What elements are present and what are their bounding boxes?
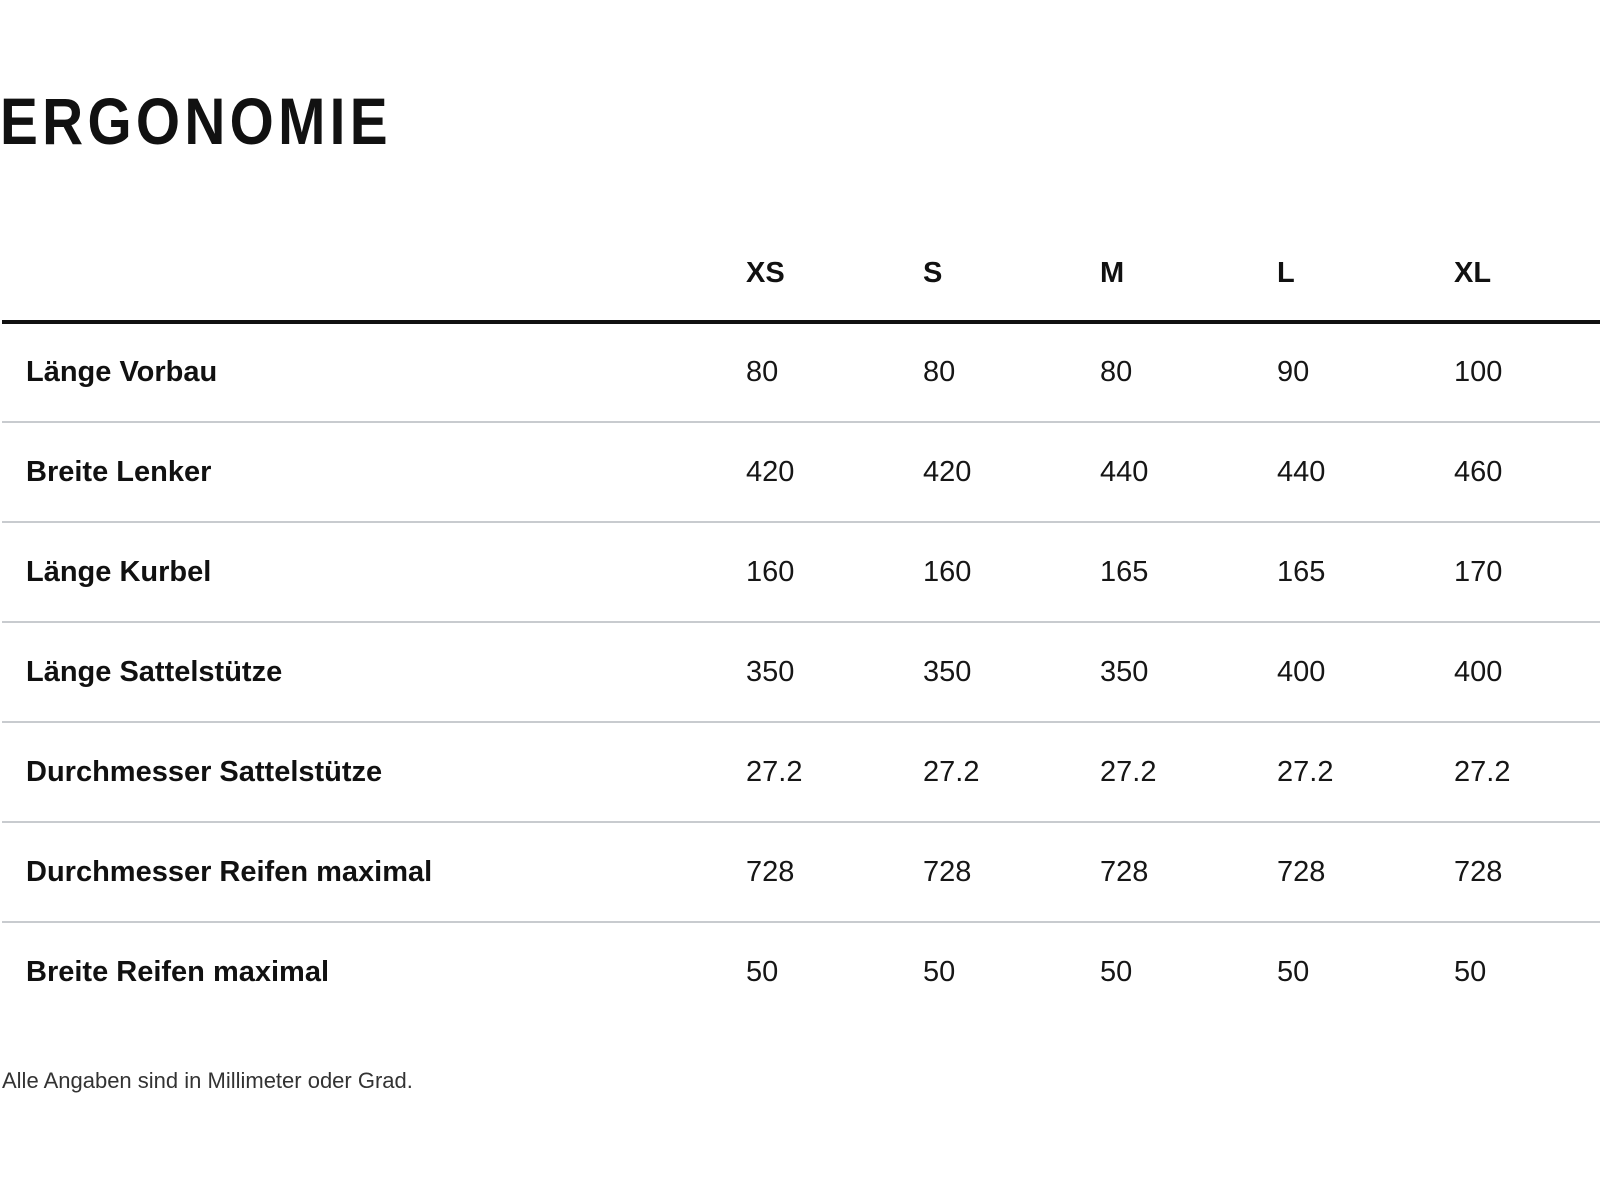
column-header-m: M bbox=[1074, 226, 1251, 322]
table-cell: 27.2 bbox=[1074, 722, 1251, 822]
table-cell: 27.2 bbox=[897, 722, 1074, 822]
table-cell: 350 bbox=[720, 622, 897, 722]
row-label: Durchmesser Reifen maximal bbox=[2, 822, 720, 922]
table-row bbox=[2, 322, 1600, 422]
row-label: Länge Sattelstütze bbox=[2, 622, 720, 722]
table-cell: 170 bbox=[1428, 522, 1600, 622]
ergonomics-table bbox=[2, 226, 1600, 1022]
table-cell: 50 bbox=[1100, 956, 1133, 988]
table-row bbox=[2, 422, 1600, 522]
row-label: Länge Vorbau bbox=[2, 322, 720, 422]
table-row bbox=[2, 822, 1600, 922]
table-cell: 160 bbox=[897, 522, 1074, 622]
table-cell: 27.2 bbox=[720, 722, 897, 822]
table-cell: 160 bbox=[720, 522, 897, 622]
table-cell: 420 bbox=[720, 422, 897, 522]
table-cell: 460 bbox=[1428, 422, 1600, 522]
table-header-row bbox=[2, 226, 1600, 322]
table-cell: 420 bbox=[897, 422, 1074, 522]
table-cell: 50 bbox=[923, 956, 956, 988]
column-header-label bbox=[2, 226, 720, 322]
table-cell: 165 bbox=[1251, 522, 1428, 622]
table-cell: 400 bbox=[1428, 622, 1600, 722]
table-cell: 80 bbox=[1074, 322, 1251, 422]
column-header-s: S bbox=[897, 226, 1074, 322]
table-cell: 90 bbox=[1251, 322, 1428, 422]
table-cell: 440 bbox=[1074, 422, 1251, 522]
column-header-xl: XL bbox=[1428, 226, 1600, 322]
table-cell: 27.2 bbox=[1428, 722, 1600, 822]
table-cell: 350 bbox=[1074, 622, 1251, 722]
table-cell: 80 bbox=[897, 322, 1074, 422]
table-cell: 350 bbox=[897, 622, 1074, 722]
table-cell: 728 bbox=[1074, 822, 1251, 922]
table-cell: 50 bbox=[746, 956, 779, 988]
row-label: Durchmesser Sattelstütze bbox=[2, 722, 720, 822]
table-cell: 100 bbox=[1428, 322, 1600, 422]
table-cell: 27.2 bbox=[1251, 722, 1428, 822]
row-label: Breite Reifen maximal bbox=[26, 956, 330, 988]
table-cell: 165 bbox=[1074, 522, 1251, 622]
table-cell: 728 bbox=[897, 822, 1074, 922]
row-label: Länge Kurbel bbox=[2, 522, 720, 622]
table-row bbox=[2, 922, 1600, 1022]
table-cell: 80 bbox=[720, 322, 897, 422]
row-label: Breite Lenker bbox=[2, 422, 720, 522]
page-title: ERGONOMIE bbox=[0, 84, 392, 158]
table-cell: 728 bbox=[1251, 822, 1428, 922]
table-cell: 50 bbox=[1277, 956, 1310, 988]
column-header-xs: XS bbox=[720, 226, 897, 322]
table-cell: 400 bbox=[1251, 622, 1428, 722]
table-row bbox=[2, 622, 1600, 722]
table-row bbox=[2, 522, 1600, 622]
units-footnote: Alle Angaben sind in Millimeter oder Grad. bbox=[2, 1068, 413, 1093]
table-row bbox=[2, 722, 1600, 822]
table-cell: 440 bbox=[1251, 422, 1428, 522]
table-cell: 728 bbox=[1428, 822, 1600, 922]
table-cell: 728 bbox=[720, 822, 897, 922]
table-cell: 50 bbox=[1454, 956, 1487, 988]
column-header-l: L bbox=[1251, 226, 1428, 322]
